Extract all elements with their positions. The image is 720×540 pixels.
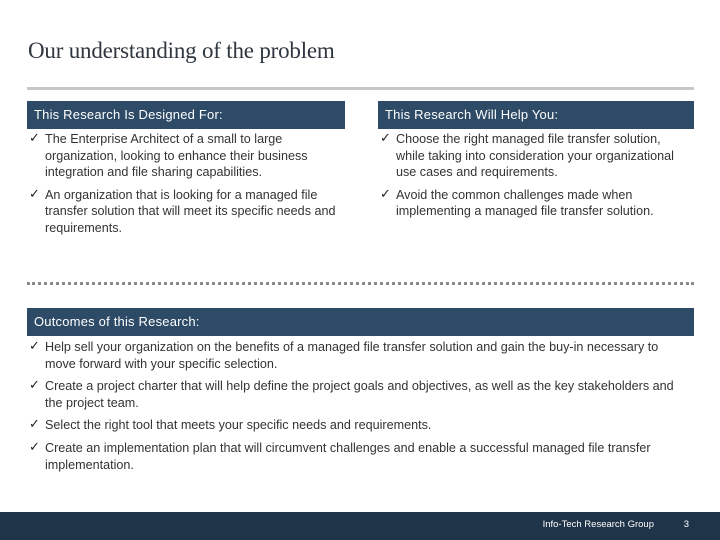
list-item xyxy=(378,131,690,181)
designed-for-header: This Research Is Designed For: xyxy=(27,101,345,129)
checkmark-icon: ✓ xyxy=(380,131,391,146)
list-item xyxy=(27,440,677,473)
will-help-header: This Research Will Help You: xyxy=(378,101,694,129)
list-item xyxy=(27,131,345,181)
checkmark-icon: ✓ xyxy=(29,186,40,202)
company-name: Info-Tech Research Group xyxy=(542,519,654,530)
checkmark-icon: ✓ xyxy=(29,417,40,433)
checkmark-icon: ✓ xyxy=(29,378,40,394)
list-item xyxy=(27,339,677,372)
list-item-text: Help sell your organization on the benefits of a managed file transfer solution and gain the buy-in necessary to move forward with your specific selection. xyxy=(45,340,659,371)
list-item-text: The Enterprise Architect of a small to large organization, looking to enhance their business integration and file sharing capabilities. xyxy=(45,132,308,180)
checkmark-icon: ✓ xyxy=(29,131,40,146)
will-help-list xyxy=(378,131,690,226)
list-item xyxy=(27,417,677,434)
list-item-text: An organization that is looking for a managed file transfer solution that will meet its specific needs and requirements. xyxy=(45,187,336,235)
list-item-text: Create an implementation plan that will circumvent challenges and enable a successful managed file transfer implementation. xyxy=(45,440,651,472)
list-item-text: Avoid the common challenges made when implementing a managed file transfer solution. xyxy=(396,187,654,219)
list-item xyxy=(378,187,690,220)
list-item-text: Create a project charter that will help define the project goals and objectives, as well as the key stakeholders and the project team. xyxy=(45,379,674,410)
list-item xyxy=(27,378,677,411)
outcomes-list xyxy=(27,339,677,479)
list-item-text: Choose the right managed file transfer solution, while taking into consideration your organizational use cases and requirements. xyxy=(396,132,674,180)
outcomes-header: Outcomes of this Research: xyxy=(27,308,694,336)
checkmark-icon: ✓ xyxy=(380,186,391,202)
list-item xyxy=(27,187,345,237)
page-number: 3 xyxy=(683,519,689,530)
designed-for-list xyxy=(27,131,345,243)
checkmark-icon: ✓ xyxy=(29,339,40,354)
list-item-text: Select the right tool that meets your specific needs and requirements. xyxy=(45,418,432,433)
page-title: Our understanding of the problem xyxy=(28,38,335,63)
title-divider xyxy=(27,87,694,90)
footer-bar xyxy=(0,512,720,540)
checkmark-icon: ✓ xyxy=(29,439,40,455)
section-divider xyxy=(27,282,694,285)
